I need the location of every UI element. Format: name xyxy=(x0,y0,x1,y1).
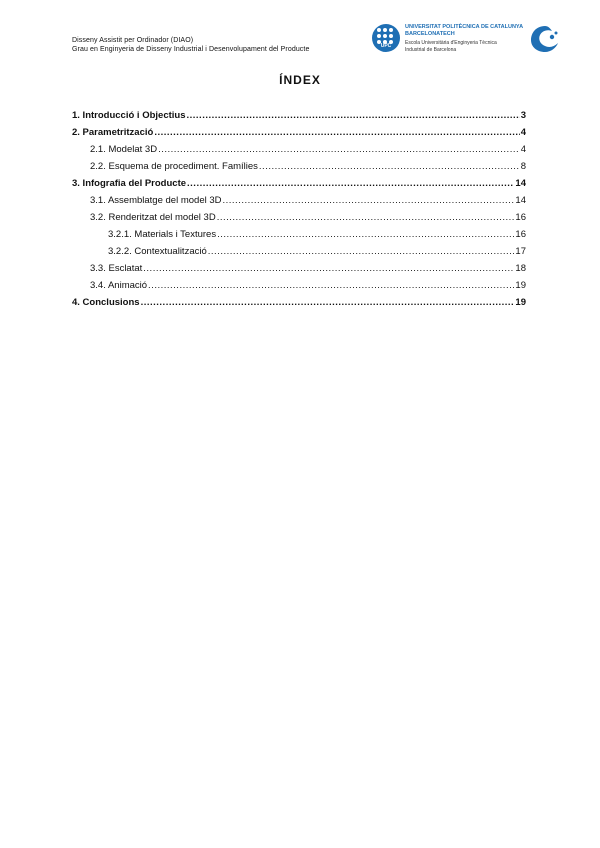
toc-entry-page: 4 xyxy=(520,127,526,138)
toc-entry-page: 19 xyxy=(515,280,526,291)
toc-entry-page: 14 xyxy=(515,195,526,206)
toc-leader xyxy=(223,195,515,206)
toc-leader xyxy=(148,280,514,291)
toc-entry-title: 3.2. Renderitzat del model 3D xyxy=(90,212,216,223)
toc-entry-title: 3.4. Animació xyxy=(90,280,148,291)
toc-entry[interactable] xyxy=(72,212,526,229)
school-emblem-icon xyxy=(528,24,562,54)
toc-leader xyxy=(154,127,519,138)
toc-leader xyxy=(158,144,520,155)
toc-entry-title: 2.2. Esquema de procediment. Famílies xyxy=(90,161,258,172)
toc-leader xyxy=(143,263,514,274)
toc-entry-page: 14 xyxy=(515,178,526,189)
toc-entry[interactable] xyxy=(72,144,526,161)
toc-entry-title: 4. Conclusions xyxy=(72,297,140,308)
toc-entry-title: 2.1. Modelat 3D xyxy=(90,144,158,155)
course-name: Disseny Assistit per Ordinador (DIAO) xyxy=(72,37,194,44)
page-title: ÍNDEX xyxy=(279,73,321,87)
toc-leader xyxy=(217,212,515,223)
toc-entry-title: 3. Infografia del Producte xyxy=(72,178,187,189)
toc-entry[interactable] xyxy=(72,127,526,144)
toc-entry[interactable] xyxy=(72,229,526,246)
toc-leader xyxy=(208,246,515,257)
toc-entry-page: 18 xyxy=(515,263,526,274)
toc-entry-title: 3.2.2. Contextualització xyxy=(108,246,207,257)
upc-logo-icon xyxy=(372,24,400,52)
toc-entry[interactable] xyxy=(72,263,526,280)
toc-entry-page: 16 xyxy=(515,229,526,240)
toc-entry-page: 4 xyxy=(520,144,526,155)
toc-entry[interactable] xyxy=(72,110,526,127)
toc-entry[interactable] xyxy=(72,178,526,195)
university-name: UNIVERSITAT POLITÈCNICA DE CATALUNYA BARCELONATECH xyxy=(405,24,524,37)
toc-leader xyxy=(141,297,515,308)
toc-entry-page: 19 xyxy=(515,297,526,308)
toc-entry-title: 2. Parametrització xyxy=(72,127,154,138)
toc-entry-page: 8 xyxy=(520,161,526,172)
toc-entry-title: 3.2.1. Materials i Textures xyxy=(108,229,217,240)
toc-leader xyxy=(187,110,520,121)
table-of-contents xyxy=(72,110,526,314)
toc-entry[interactable] xyxy=(72,195,526,212)
toc-entry-title: 3.3. Esclatat xyxy=(90,263,143,274)
toc-entry-page: 16 xyxy=(515,212,526,223)
toc-entry-page: 17 xyxy=(515,246,526,257)
toc-entry[interactable] xyxy=(72,246,526,263)
toc-entry[interactable] xyxy=(72,297,526,314)
school-name: Escola Universitària d'Enginyeria Tècnica Industrial de Barcelona xyxy=(405,40,497,53)
upc-logo-label: UPC xyxy=(380,43,392,49)
toc-entry[interactable] xyxy=(72,161,526,178)
toc-entry-title: 1. Introducció i Objectius xyxy=(72,110,186,121)
toc-entry[interactable] xyxy=(72,280,526,297)
toc-leader xyxy=(217,229,514,240)
degree-name: Grau en Enginyeria de Disseny Industrial i Desenvolupament del Producte xyxy=(72,46,310,53)
toc-leader xyxy=(259,161,520,172)
toc-entry-page: 3 xyxy=(520,110,526,121)
toc-entry-title: 3.1. Assemblatge del model 3D xyxy=(90,195,222,206)
page-header xyxy=(72,36,309,54)
upc-logo-block xyxy=(372,24,530,53)
toc-leader xyxy=(187,178,514,189)
